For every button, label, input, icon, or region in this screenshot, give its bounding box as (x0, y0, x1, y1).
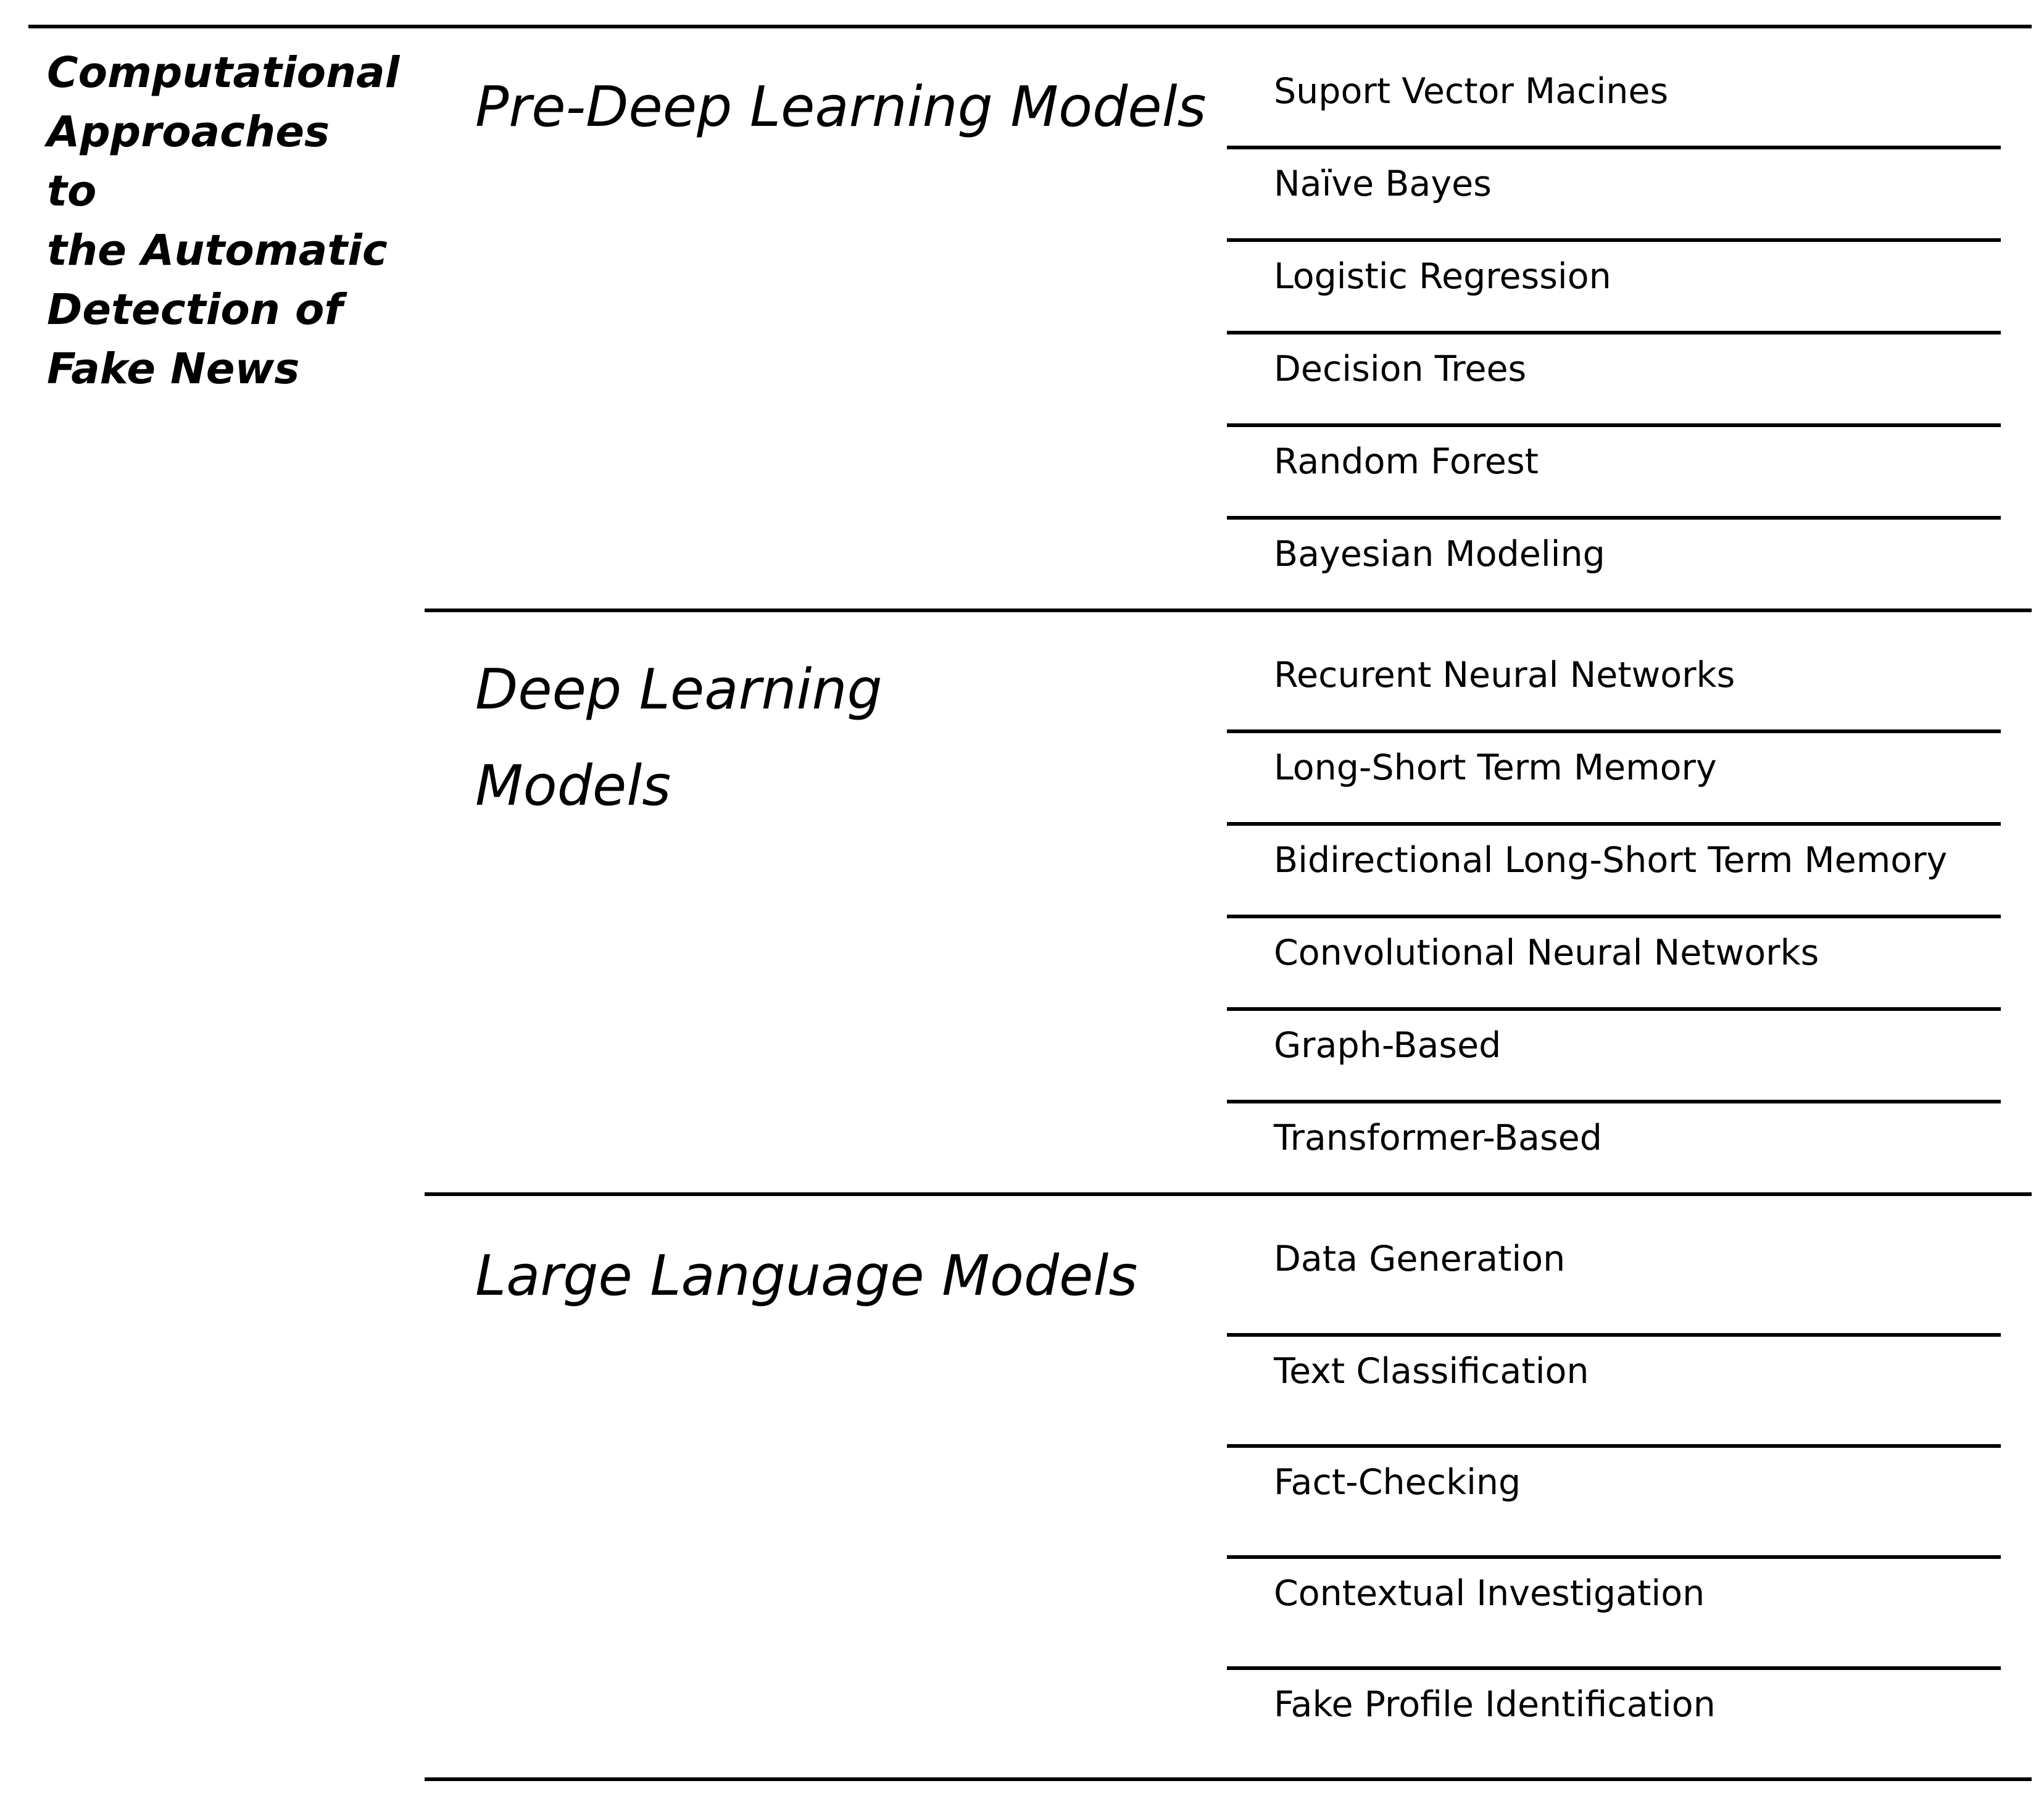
category-title-line: Pre-Deep Learning Models (475, 75, 1207, 139)
root-title-line: Fake News (47, 344, 300, 394)
method-item: Recurent Neural Networks (1274, 655, 1735, 696)
category-pre-deep-learning-title (475, 59, 1216, 156)
method-item: Text Classification (1274, 1351, 1589, 1392)
item-divider (1227, 516, 2001, 520)
method-item: Decision Trees (1274, 349, 1527, 389)
method-item: Fake Profile Identification (1274, 1684, 1716, 1725)
category-deep-learning-title (475, 642, 1216, 834)
item-divider (1227, 1666, 2001, 1670)
item-divider (1227, 1007, 2001, 1011)
method-item: Logistic Regression (1274, 256, 1611, 297)
item-divider (1227, 915, 2001, 918)
method-item: Long-Short Term Memory (1274, 747, 1717, 788)
category-llm-title (475, 1228, 1216, 1324)
item-divider (1227, 423, 2001, 427)
item-divider (1227, 331, 2001, 334)
item-divider (1227, 822, 2001, 826)
method-item: Graph-Based (1274, 1025, 1502, 1066)
category-divider (425, 609, 2032, 612)
item-divider (1227, 1555, 2001, 1559)
root-title-line: Approaches to (47, 107, 330, 216)
root-title-line: Detection of (47, 285, 343, 334)
method-item: Bayesian Modeling (1274, 534, 1605, 575)
root-title (47, 43, 400, 399)
category-divider (425, 1192, 2032, 1196)
method-item: Transformer-Based (1274, 1118, 1602, 1158)
category-title-line: Deep Learning (475, 657, 883, 722)
category-title-line: Models (475, 754, 671, 818)
root-title-line: Computational (47, 48, 400, 98)
category-title-line: Large Language Models (475, 1244, 1138, 1308)
item-divider (1227, 146, 2001, 149)
method-item: Contextual Investigation (1274, 1573, 1705, 1614)
method-item: Data Generation (1274, 1239, 1566, 1279)
item-divider (1227, 1444, 2001, 1448)
item-divider (1227, 729, 2001, 733)
bottom-rule (425, 1777, 2032, 1781)
item-divider (1227, 238, 2001, 242)
method-item: Bidirectional Long-Short Term Memory (1274, 840, 1948, 881)
method-item: Suport Vector Macines (1274, 71, 1669, 112)
root-title-line: the Automatic (47, 226, 388, 275)
method-item: Convolutional Neural Networks (1274, 933, 1819, 973)
item-divider (1227, 1100, 2001, 1103)
method-item: Fact-Checking (1274, 1462, 1521, 1503)
item-divider (1227, 1333, 2001, 1337)
top-rule (28, 25, 2032, 28)
method-item: Naïve Bayes (1274, 164, 1492, 204)
method-item: Random Forest (1274, 441, 1539, 482)
